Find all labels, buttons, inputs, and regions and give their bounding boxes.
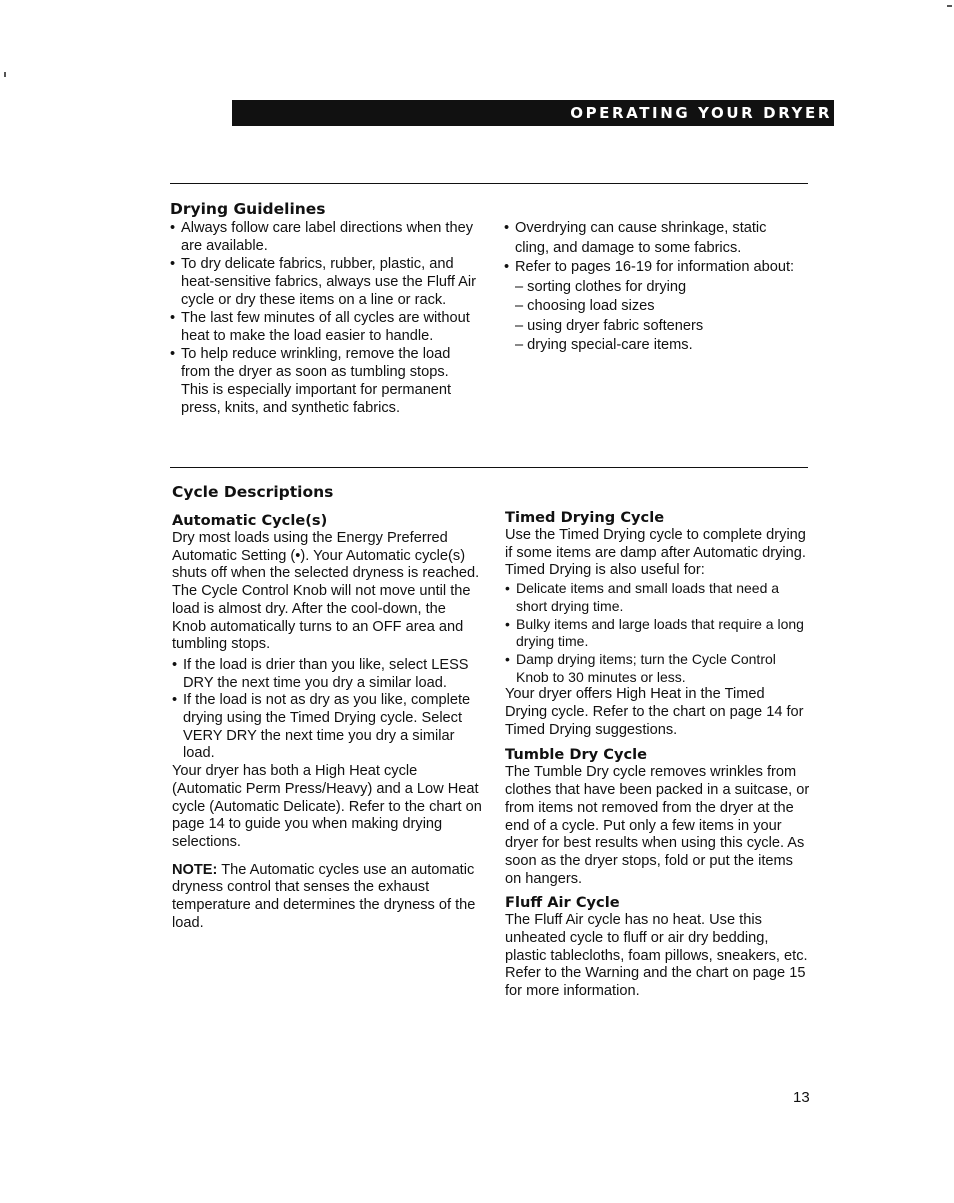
list-item: • If the load is drier than you like, select LESS DRY the next time you dry a similar load. bbox=[172, 657, 482, 692]
fluff-cycle-title: Fluff Air Cycle bbox=[505, 894, 620, 912]
drying-guidelines-heading: Drying Guidelines bbox=[170, 200, 326, 218]
list-item: • Refer to pages 16-19 for information about: bbox=[504, 258, 804, 278]
list-item: • Overdrying can cause shrinkage, static cling, and damage to some fabrics. bbox=[504, 219, 804, 258]
list-item: – sorting clothes for drying bbox=[515, 278, 687, 295]
note-label: NOTE: bbox=[172, 861, 218, 878]
list-item: • If the load is not as dry as you like, complete drying using the Timed Drying cycle. Select VERY DRY the next time you dry a similar load. bbox=[172, 692, 482, 763]
list-item: – using dryer fabric softeners bbox=[515, 317, 704, 334]
list-item: • The last few minutes of all cycles are without heat to make the load easier to handle. bbox=[170, 309, 480, 345]
list-item: – drying special-care items. bbox=[515, 337, 693, 353]
section-header: OPERATING YOUR DRYER bbox=[232, 100, 834, 126]
divider bbox=[170, 467, 808, 468]
timed-para2: Your dryer offers High Heat in the Timed Drying cycle. Refer to the chart on page 14 for Timed Drying suggestions. bbox=[505, 686, 804, 738]
list-item: • Always follow care label directions when they are available. bbox=[170, 219, 480, 255]
automatic-intro: Dry most loads using the Energy Preferred Automatic Setting (•). Your Automatic cycle(s) shuts off when the selected dryness is reached. The Cycle Control Knob will not move until the load is almost dry. After the cool-down, the Knob automatically turns to an OFF area and tumbling stops. bbox=[172, 530, 480, 653]
note-text: The Automatic cycles use an automatic dryness control that senses the exhaust temperature and determines the dryness of the load. bbox=[172, 861, 476, 931]
list-item: • Bulky items and large loads that require a long drying time. bbox=[505, 616, 810, 651]
cycle-descriptions-right bbox=[505, 508, 810, 1001]
cycle-descriptions-heading: Cycle Descriptions bbox=[172, 483, 334, 501]
drying-guidelines-left bbox=[170, 199, 480, 417]
tumble-cycle-title: Tumble Dry Cycle bbox=[505, 746, 648, 764]
list-item: – choosing load sizes bbox=[515, 298, 655, 314]
fluff-text: The Fluff Air cycle has no heat. Use this unheated cycle to fluff or air dry bedding, plastic tablecloths, foam pillows, sneakers, etc. Refer to the Warning and the chart on page 15 for more information. bbox=[505, 912, 808, 1000]
timed-intro: Use the Timed Drying cycle to complete drying if some items are damp after Automatic drying. Timed Drying is also useful for: bbox=[505, 527, 806, 579]
automatic-cycle-title: Automatic Cycle(s) bbox=[172, 512, 328, 529]
drying-guidelines-right bbox=[504, 219, 804, 356]
automatic-note bbox=[172, 862, 482, 933]
automatic-para2: Your dryer has both a High Heat cycle (Automatic Perm Press/Heavy) and a Low Heat cycle (Automatic Delicate). Refer to the chart on page 14 to guide you when making drying selections. bbox=[172, 763, 482, 850]
timed-cycle-title: Timed Drying Cycle bbox=[505, 509, 665, 526]
list-item: • Delicate items and small loads that need a short drying time. bbox=[505, 580, 810, 615]
cycle-descriptions-left bbox=[172, 482, 482, 932]
divider bbox=[170, 183, 808, 184]
page-number: 13 bbox=[793, 1089, 810, 1106]
list-item: • Damp drying items; turn the Cycle Control Knob to 30 minutes or less. bbox=[505, 651, 810, 686]
scan-mark bbox=[4, 72, 6, 77]
list-item: • To dry delicate fabrics, rubber, plastic, and heat-sensitive fabrics, always use the Fluff Air cycle or dry these items on a line or rack. bbox=[170, 255, 480, 309]
list-item: • To help reduce wrinkling, remove the load from the dryer as soon as tumbling stops. This is especially important for permanent press, knits, and synthetic fabrics. bbox=[170, 345, 480, 417]
tumble-text: The Tumble Dry cycle removes wrinkles from clothes that have been packed in a suitcase, or from items not removed from the dryer at the end of a cycle. Put only a few items in your dryer for best results when using this cycle. As soon as the dryer stops, fold or put the items on hangers. bbox=[505, 764, 810, 887]
scan-mark bbox=[947, 5, 952, 7]
